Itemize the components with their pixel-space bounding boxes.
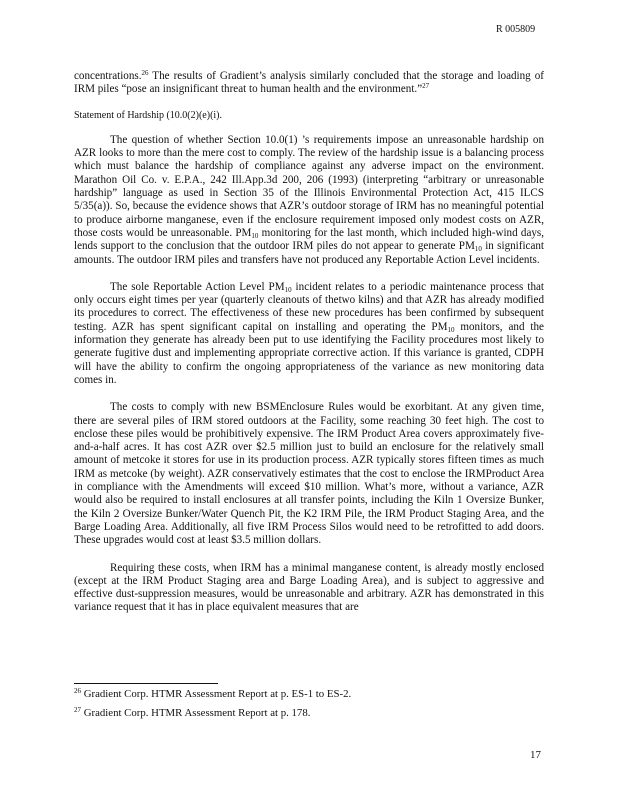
section-heading: Statement of Hardship (10.0(2)(e)(i). bbox=[74, 109, 223, 121]
paragraph-text: The results of Gradient’s analysis similarly concluded that the storage and loading of IRM piles “pose an insignificant threat to human health and the environment.” bbox=[74, 70, 544, 96]
bates-number: R 005809 bbox=[496, 24, 536, 35]
paragraph-text: monitors, and the information they generate has already been put to use identifying the Facility procedures most likely to generate fugitive dust and implementing appropriate corrective action. If this variance is granted, CDPH will have the ability to confirm the ongoing appropriateness of the variance as new monitoring data comes in. bbox=[74, 320, 544, 386]
body-text bbox=[74, 70, 544, 615]
paragraph-hardship bbox=[74, 134, 544, 267]
paragraph-costs: The costs to comply with new BSMEnclosure Rules would be exorbitant. At any given time, there are several piles of IRM stored outdoors at the Facility, some reaching 30 feet high. The cost to enclose these piles would be prohibitively expensive. The IRM Product Area covers approximately five-and-a-half acres. It has cost AZR over $2.5 million just to build an enclosure for the relatively small amount of metcoke it stores for use in its production process. AZR typically stores fifteen times as much IRM as metcoke (by weight). AZR conservatively estimates that the cost to enclose the IRMProduct Area in compliance with the Amendments will exceed $10 million. What’s more, without a variance, AZR would also be required to install enclosures at all transfer points, including the Kiln 1 Oversize Bunker, the Kiln 2 Oversize Bunker/Water Quench Pit, the K2 IRM Pile, the IRM Product Staging Area, and the Barge Loading Area. Additionally, all five IRM Process Silos would need to be retrofitted to add doors. These upgrades would cost at least $3.5 million dollars. bbox=[74, 401, 544, 547]
subscript: 10 bbox=[474, 245, 482, 254]
paragraph-text: The question of whether Section 10.0(1) ’s requirements impose an unreasonable hardship on AZR looks to more than the mere cost to comply. The review of the hardship issue is a balancing process which must balance the hardship of compliance against any adverse impact on the environment. Marathon Oil Co. v. E.P.A., 242 Ill.App.3d 200, 206 (1993) (interpreting “arbitrary or unreasonable hardship” language as used in Section 35 of the Illinois Environmental Protection Act, 415 ILCS 5/35(a)). So, because the evidence shows that AZR’s outdoor storage of IRM has no meaningful potential to produce airborne manganese, even if the enclosure requirement imposed only modest costs on AZR, those costs would be unreasonable. PM bbox=[74, 133, 544, 239]
paragraph-concentrations bbox=[74, 70, 544, 97]
paragraph-text: concentrations. bbox=[74, 70, 142, 82]
paragraph-text: The sole Reportable Action Level PM bbox=[110, 280, 285, 293]
subscript: 10 bbox=[251, 231, 259, 240]
paragraph-text: in significant amounts. The outdoor IRM piles and transfers have not produced any Reportable Action Level incidents. bbox=[74, 240, 544, 266]
footnote-ref-26[interactable]: 26 bbox=[141, 69, 149, 77]
subscript: 10 bbox=[447, 325, 455, 334]
footnote-number: 26 bbox=[74, 687, 81, 695]
footnote-27 bbox=[74, 707, 544, 720]
footnote-ref-27[interactable]: 27 bbox=[422, 82, 430, 91]
paragraph-text: incident relates to a periodic maintenance process that only occurs eight times per year (quarterly cleanouts of thetwo kilns) and that AZR has already modified its procedures to correct. The effectiveness of these new procedures has been confirmed by subsequent testing. AZR has spent significant capital on installing and operating the PM bbox=[74, 280, 544, 333]
paragraph-reportable-action-level bbox=[74, 281, 544, 387]
footnote-divider bbox=[74, 683, 218, 684]
footnote-26 bbox=[74, 688, 544, 701]
footnote-text: Gradient Corp. HTMR Assessment Report at p. ES-1 to ES-2. bbox=[81, 688, 352, 700]
paragraph-text: monitoring for the last month, which included high-wind days, lends support to the conclusion that the outdoor IRM piles do not appear to generate PM bbox=[74, 226, 545, 253]
paragraph-requiring: Requiring these costs, when IRM has a minimal manganese content, is already mostly enclosed (except at the IRM Product Staging area and Barge Loading Area), and is subject to aggressive and effective dust-suppression measures, would be unreasonable and arbitrary. AZR has demonstrated in this variance request that it has in place equivalent measures that are bbox=[74, 561, 544, 614]
footnote-number: 27 bbox=[74, 706, 81, 714]
subscript: 10 bbox=[284, 285, 292, 294]
page-number: 17 bbox=[530, 749, 541, 761]
footnote-text: Gradient Corp. HTMR Assessment Report at p. 178. bbox=[81, 707, 311, 719]
